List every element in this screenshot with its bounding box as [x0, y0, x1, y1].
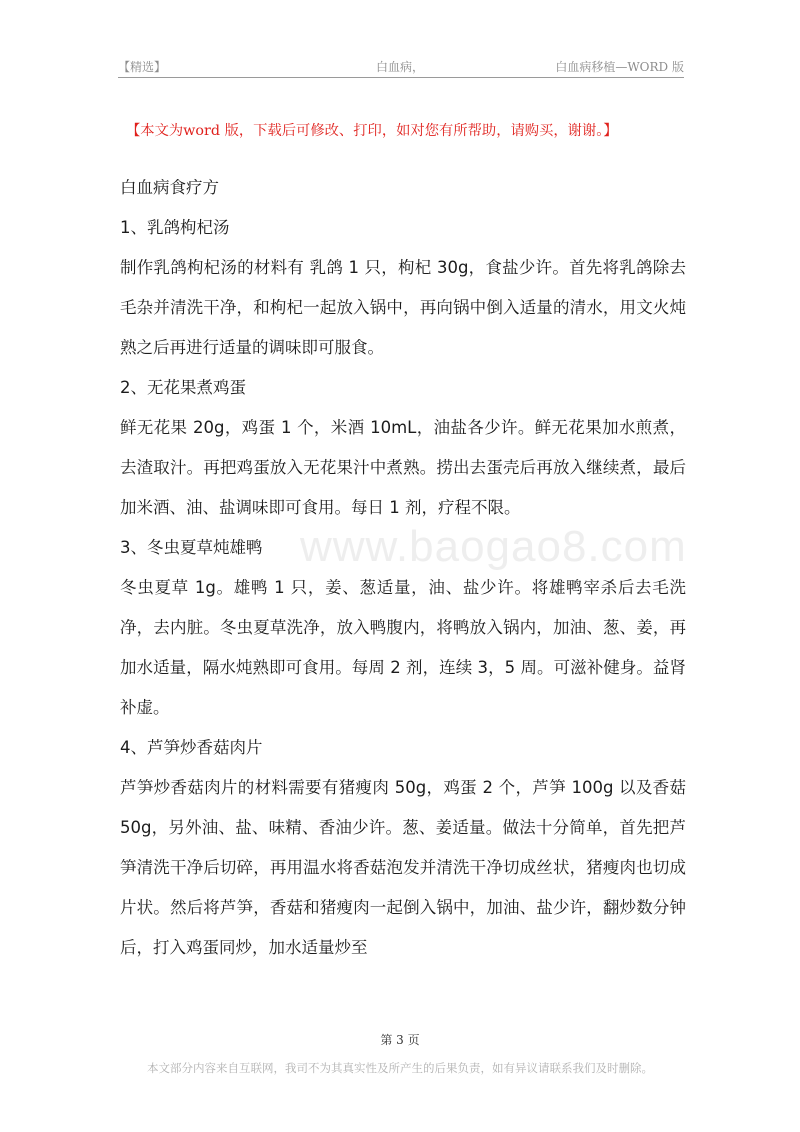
section-heading: 3、冬虫夏草炖雄鸭	[120, 538, 263, 557]
header-left-label: 【精选】	[118, 60, 167, 74]
page-number: 第 3 页	[380, 1033, 420, 1047]
section-heading: 1、乳鸽枸杞汤	[120, 218, 230, 237]
watermark: www.baogao8.com	[300, 522, 687, 571]
download-notice: 【本文为word 版，下载后可修改、打印，如对您有所帮助，请购买，谢谢。】	[126, 123, 618, 139]
section-paragraph: 芦笋炒香菇肉片的材料需要有猪瘦肉 50g，鸡蛋 2 个，芦笋 100g 以及香菇 50g，另外油、盐、味精、香油少许。葱、姜适量。做法十分简单，首先把芦笋清洗干净后切碎，再用温水将香菇泡发并清洗干净切成丝状，猪瘦肉也切成片状。然后将芦笋，香菇和猪瘦肉一起倒入锅中，加油、盐少许，翻炒数分钟后，打入鸡蛋同炒，加水适量炒至	[120, 778, 686, 957]
section-paragraph: 鲜无花果 20g，鸡蛋 1 个，米酒 10mL，油盐各少许。鲜无花果加水煎煮，去渣取汁。再把鸡蛋放入无花果汁中煮熟。捞出去蛋壳后再放入继续煮，最后加米酒、油、盐调味即可食用。每日 1 剂，疗程不限。	[120, 418, 686, 517]
page-header	[118, 58, 684, 78]
header-divider	[118, 77, 684, 78]
header-right-label: 白血病移植—WORD 版	[555, 60, 684, 74]
section-paragraph: 制作乳鸽枸杞汤的材料有 乳鸽 1 只，枸杞 30g，食盐少许。首先将乳鸽除去毛杂并清洗干净，和枸杞一起放入锅中，再向锅中倒入适量的清水，用文火炖熟之后再进行适量的调味即可服食。	[120, 258, 686, 357]
header-center-label: 白血病，	[376, 60, 425, 74]
section-heading: 4、芦笋炒香菇肉片	[120, 738, 263, 757]
footer-disclaimer: 本文部分内容来自互联网，我司不为其真实性及所产生的后果负责，如有异议请联系我们及时删除。	[147, 1061, 653, 1075]
article-body	[120, 168, 686, 968]
section-heading: 2、无花果煮鸡蛋	[120, 378, 246, 397]
section-paragraph: 冬虫夏草 1g。雄鸭 1 只，姜、葱适量，油、盐少许。将雄鸭宰杀后去毛洗净，去内脏。冬虫夏草洗净，放入鸭腹内，将鸭放入锅内，加油、葱、姜，再加水适量，隔水炖熟即可食用。每周 2 剂，连续 3，5 周。可滋补健身。益肾补虚。	[120, 578, 686, 717]
article-title: 白血病食疗方	[120, 178, 219, 197]
